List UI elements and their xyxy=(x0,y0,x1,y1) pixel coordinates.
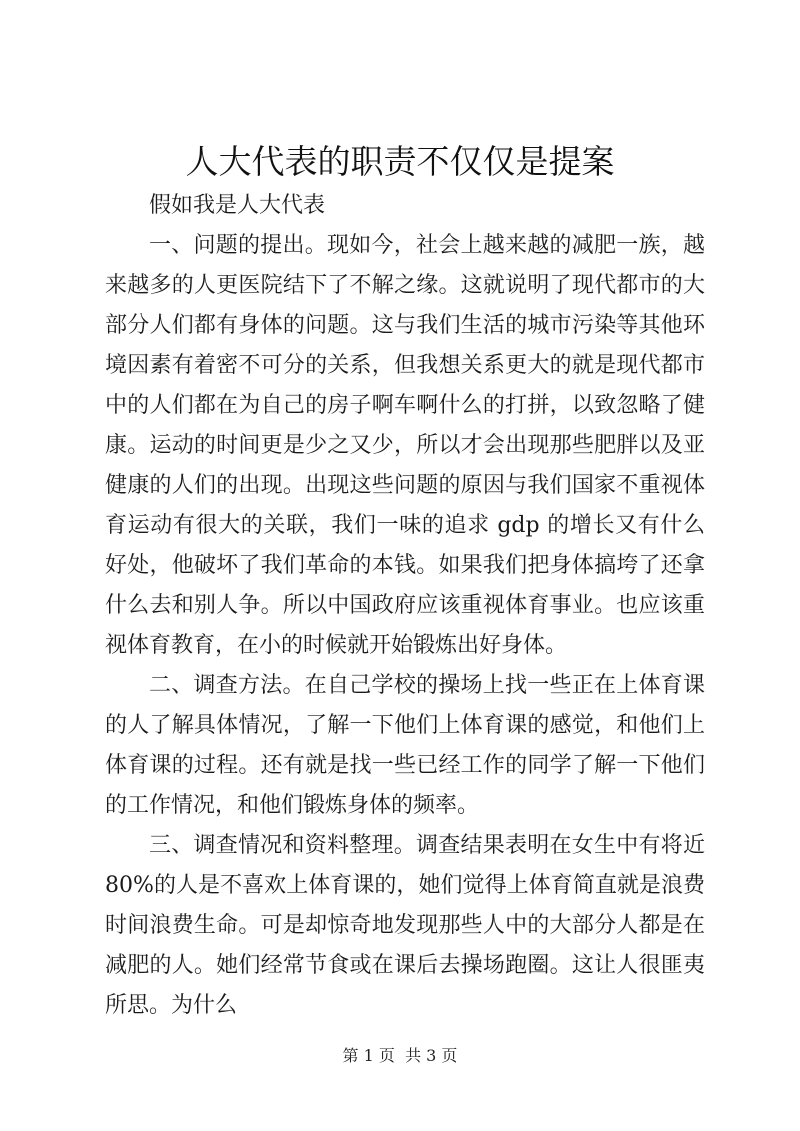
paragraph-section-2: 二、调查方法。在自己学校的操场上找一些正在上体育课的人了解具体情况，了解一下他们上体育课的感觉，和他们上体育课的过程。还有就是找一些已经工作的同学了解一下他们的工作情况，和他们锻炼身体的频率。 xyxy=(105,673,705,818)
document-title: 人大代表的职责不仅仅是提案 xyxy=(185,142,615,181)
document-body xyxy=(105,186,705,1026)
paragraph-intro: 假如我是人大代表 xyxy=(149,193,326,218)
paragraph-section-3: 三、调查情况和资料整理。调查结果表明在女生中有将近80%的人是不喜欢上体育课的，她们觉得上体育简直就是浪费时间浪费生命。可是却惊奇地发现那些人中的大部分人都是在减肥的人。她们经常节食或在课后去操场跑圈。这让人很匪夷所思。为什么 xyxy=(105,833,705,1018)
paragraph-section-1: 一、问题的提出。现如今，社会上越来越的减肥一族，越来越多的人更医院结下了不解之缘。这就说明了现代都市的大部分人们都有身体的问题。这与我们生活的城市污染等其他环境因素有着密不可分的关系，但我想关系更大的就是现代都市中的人们都在为自己的房子啊车啊什么的打拼，以致忽略了健康。运动的时间更是少之又少，所以才会出现那些肥胖以及亚健康的人们的出现。出现这些问题的原因与我们国家不重视体育运动有很大的关联，我们一味的追求 gdp 的增长又有什么好处，他破坏了我们革命的本钱。如果我们把身体搞垮了还拿什么去和别人争。所以中国政府应该重视体育事业。也应该重视体育教育，在小的时候就开始锻炼出好身体。 xyxy=(105,233,705,658)
page-number: 第 1 页 xyxy=(342,1046,395,1065)
page-footer xyxy=(0,1045,800,1067)
page-total: 共 3 页 xyxy=(405,1046,458,1065)
